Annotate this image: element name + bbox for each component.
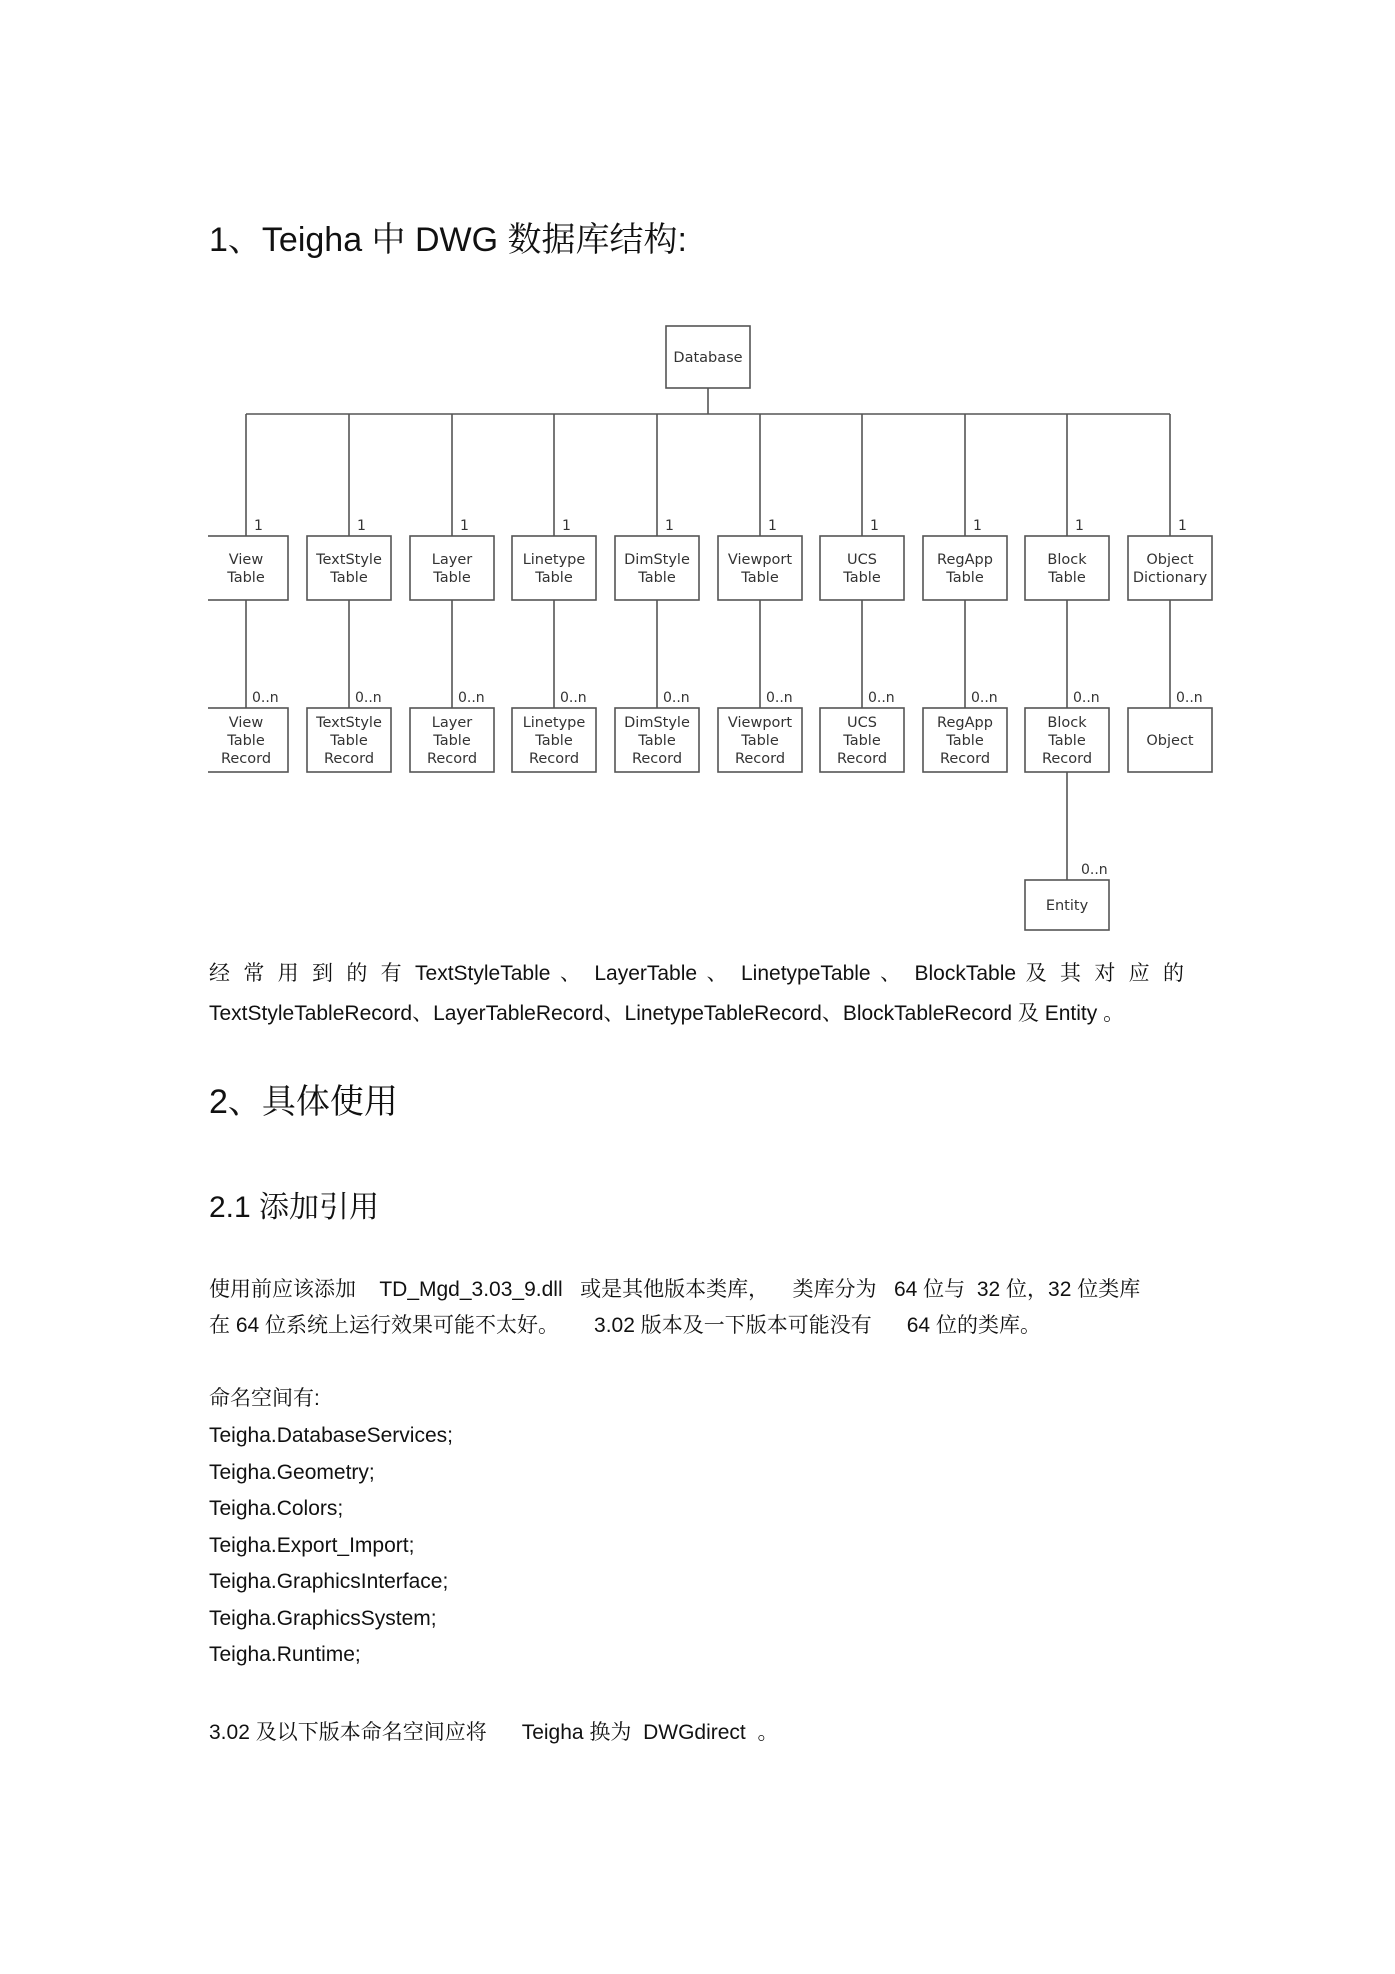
record-label: Record bbox=[734, 751, 786, 767]
record-label: DimStyle bbox=[624, 715, 690, 731]
record-label: Table bbox=[227, 733, 265, 749]
table-node bbox=[615, 536, 699, 600]
multiplicity-label: 0..n bbox=[355, 690, 382, 706]
record-label: Linetype bbox=[522, 715, 586, 731]
multiplicity-label: 1 bbox=[1178, 518, 1187, 534]
record-label: Record bbox=[631, 751, 683, 767]
multiplicity-label: 0..n bbox=[971, 690, 998, 706]
namespace-item: Teigha.Geometry; bbox=[209, 1461, 375, 1484]
record-label: Table bbox=[741, 733, 779, 749]
table-label: TextStyle bbox=[316, 552, 382, 568]
table-node bbox=[820, 536, 904, 600]
namespace-item: Teigha.GraphicsInterface; bbox=[209, 1570, 449, 1593]
namespace-item: Teigha.Export_Import; bbox=[209, 1534, 415, 1557]
table-label: Table bbox=[1048, 570, 1086, 586]
multiplicity-label: 0..n bbox=[663, 690, 690, 706]
multiplicity-label: 1 bbox=[973, 518, 982, 534]
multiplicity-label: 1 bbox=[870, 518, 879, 534]
record-label: RegApp bbox=[937, 715, 993, 731]
section-2-heading: 2、具体使用 bbox=[209, 1083, 398, 1121]
record-label: Layer bbox=[431, 715, 473, 731]
multiplicity-label: 0..n bbox=[1073, 690, 1100, 706]
multiplicity-label: 1 bbox=[562, 518, 571, 534]
table-label: Object bbox=[1146, 552, 1194, 568]
multiplicity-label: 0..n bbox=[868, 690, 895, 706]
multiplicity-label: 0..n bbox=[766, 690, 793, 706]
table-label: Table bbox=[946, 570, 984, 586]
table-node bbox=[923, 536, 1007, 600]
multiplicity-label: 0..n bbox=[1081, 862, 1108, 878]
table-label: View bbox=[228, 552, 264, 568]
table-node bbox=[512, 536, 596, 600]
multiplicity-label: 0..n bbox=[458, 690, 485, 706]
entity-label: Entity bbox=[1045, 898, 1089, 914]
namespace-item: Teigha.Colors; bbox=[209, 1497, 344, 1520]
section-1-text-line-1: 经 常 用 到 的 有 TextStyleTable 、 LayerTable 、 LinetypeTable 、 BlockTable 及 其 对 应 的 bbox=[209, 962, 1184, 985]
table-label: UCS bbox=[847, 552, 877, 568]
table-label: DimStyle bbox=[624, 552, 690, 568]
record-label: View bbox=[228, 715, 264, 731]
table-label: Layer bbox=[431, 552, 473, 568]
table-label: Table bbox=[330, 570, 368, 586]
record-label: UCS bbox=[847, 715, 877, 731]
table-node bbox=[208, 536, 288, 600]
record-label: Record bbox=[323, 751, 375, 767]
record-label: Table bbox=[535, 733, 573, 749]
table-node bbox=[410, 536, 494, 600]
dwg-database-structure-diagram bbox=[208, 310, 1238, 950]
record-label: TextStyle bbox=[316, 715, 382, 731]
table-node bbox=[718, 536, 802, 600]
table-label: Table bbox=[227, 570, 265, 586]
database-label: Database bbox=[673, 350, 743, 366]
table-label: RegApp bbox=[937, 552, 993, 568]
multiplicity-label: 1 bbox=[254, 518, 263, 534]
namespaces-label: 命名空间有: bbox=[209, 1387, 320, 1410]
record-label: Table bbox=[330, 733, 368, 749]
table-label: Block bbox=[1047, 552, 1087, 568]
record-label: Table bbox=[946, 733, 984, 749]
record-label: Table bbox=[843, 733, 881, 749]
table-label: Viewport bbox=[727, 552, 793, 568]
table-node bbox=[307, 536, 391, 600]
record-label: Record bbox=[1041, 751, 1093, 767]
multiplicity-label: 1 bbox=[1075, 518, 1084, 534]
record-label: Table bbox=[638, 733, 676, 749]
multiplicity-label: 1 bbox=[768, 518, 777, 534]
multiplicity-label: 1 bbox=[665, 518, 674, 534]
table-label: Table bbox=[433, 570, 471, 586]
namespace-item: Teigha.Runtime; bbox=[209, 1643, 361, 1666]
version-note: 3.02 及以下版本命名空间应将 Teigha 换为 DWGdirect 。 bbox=[209, 1721, 779, 1744]
record-label: Record bbox=[528, 751, 580, 767]
record-label: Record bbox=[939, 751, 991, 767]
record-label: Object bbox=[1146, 733, 1194, 749]
multiplicity-label: 1 bbox=[460, 518, 469, 534]
table-label: Table bbox=[741, 570, 779, 586]
record-label: Record bbox=[220, 751, 272, 767]
record-label: Table bbox=[1048, 733, 1086, 749]
table-label: Linetype bbox=[522, 552, 586, 568]
reference-paragraph-line-1: 使用前应该添加 TD_Mgd_3.03_9.dll 或是其他版本类库， 类库分为 64 位与 32 位，32 位类库 bbox=[209, 1278, 1141, 1301]
multiplicity-label: 0..n bbox=[560, 690, 587, 706]
record-label: Viewport bbox=[727, 715, 793, 731]
namespace-item: Teigha.DatabaseServices; bbox=[209, 1424, 453, 1447]
namespace-item: Teigha.GraphicsSystem; bbox=[209, 1607, 437, 1630]
section-1-heading: 1、Teigha 中 DWG 数据库结构: bbox=[209, 221, 687, 259]
multiplicity-label: 0..n bbox=[252, 690, 279, 706]
table-label: Table bbox=[843, 570, 881, 586]
reference-paragraph-line-2: 在 64 位系统上运行效果可能不太好。 3.02 版本及一下版本可能没有 64 位的类库。 bbox=[209, 1314, 1041, 1337]
table-node bbox=[1025, 536, 1109, 600]
table-label: Table bbox=[535, 570, 573, 586]
multiplicity-label: 1 bbox=[357, 518, 366, 534]
section-2-1-heading: 2.1 添加引用 bbox=[209, 1191, 380, 1224]
record-label: Record bbox=[426, 751, 478, 767]
multiplicity-label: 0..n bbox=[1176, 690, 1203, 706]
table-label: Dictionary bbox=[1132, 570, 1208, 586]
table-node bbox=[1128, 536, 1212, 600]
record-label: Table bbox=[433, 733, 471, 749]
section-1-text-line-2: TextStyleTableRecord、LayerTableRecord、LinetypeTableRecord、BlockTableRecord 及 Entity 。 bbox=[209, 1002, 1125, 1025]
record-label: Record bbox=[836, 751, 888, 767]
record-label: Block bbox=[1047, 715, 1087, 731]
table-label: Table bbox=[638, 570, 676, 586]
